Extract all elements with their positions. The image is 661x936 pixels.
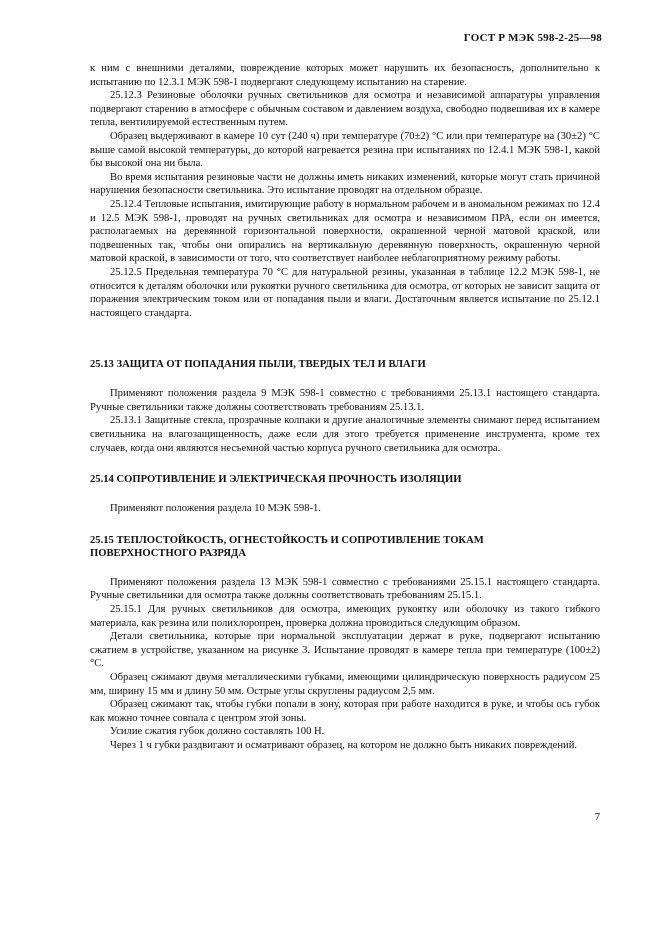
paragraph-25-12-4: 25.12.4 Тепловые испытания, имитирующие работу в нормальном рабочем и в аномальном режимах по 12.4 и 12.5 МЭК 598-1, проводят на ручных светильниках для осмотра и независимом ПРА, если он имеется, располагаемых на деревянной горизонтальной поверхности, окрашенной черной матовой краской, или подвешенных так, чтобы они опирались на вертикальную деревянную поверхность, окрашенную черной матовой краской, в зависимости от того, что соответствует наиболее неблагоприятному режиму работы. bbox=[90, 198, 600, 265]
paragraph: Через 1 ч губки раздвигают и осматривают образец, на котором не должно быть никаких повреждений. bbox=[110, 739, 578, 751]
paragraph: Образец сжимают двумя металлическими губками, имеющими цилиндрическую поверхность радиусом 25 мм, ширину 15 мм и длину 50 мм. Острые углы скруглены радиусом 2,5 мм. bbox=[90, 672, 600, 697]
paragraph: Детали светильника, которые при нормальной эксплуатации держат в руке, подвергают испытанию сжатием в устройстве, указанном на рисунке 3. Испытание проводят в камере тепла при температуре (100±2) °С. bbox=[90, 631, 600, 670]
paragraph: Усилие сжатия губок должно составлять 100 Н. bbox=[110, 726, 325, 738]
paragraph-25-15-1: 25.15.1 Для ручных светильников для осмотра, имеющих рукоятку или оболочку из такого гибкого материала, как резина или полихлоропрен, проверка должна проводиться следующим образом. bbox=[90, 604, 600, 629]
paragraph: Образец сжимают так, чтобы губки попали в зону, которая при работе находится в руке, и чтобы ось губок как можно точнее совпала с центром этой зоны. bbox=[90, 699, 600, 724]
paragraph: Применяют положения раздела 9 МЭК 598-1 совместно с требованиями 25.13.1 настоящего стандарта. Ручные светильники также должны соответствовать требованиям 25.13.1. bbox=[90, 388, 600, 413]
section-heading-line: ПОВЕРХНОСТНОГО РАЗРЯДА bbox=[90, 547, 246, 559]
paragraph-25-12-3: 25.12.3 Резиновые оболочки ручных светильников для осмотра и независимой аппаратуры управления подвергают старению в атмосфере с обычным составом и давлением воздуха, свободно подвешивая их в камере тепла, вентилируемой естественным путем. bbox=[90, 90, 600, 129]
page-number: 7 bbox=[594, 812, 600, 823]
section-heading-25-14: 25.14 СОПРОТИВЛЕНИЕ И ЭЛЕКТРИЧЕСКАЯ ПРОЧНОСТЬ ИЗОЛЯЦИИ bbox=[90, 474, 462, 486]
section-heading-line: 25.15 ТЕПЛОСТОЙКОСТЬ, ОГНЕСТОЙКОСТЬ И СОПРОТИВЛЕНИЕ ТОКАМ bbox=[90, 534, 484, 546]
paragraph: Во время испытания резиновые части не должны иметь никаких изменений, которые могут стать причиной нарушения безопасности светильника. Это испытание проводят на отдельном образце. bbox=[90, 171, 600, 197]
paragraph: Применяют положения раздела 10 МЭК 598-1. bbox=[110, 503, 321, 515]
section-heading-25-13: 25.13 ЗАЩИТА ОТ ПОПАДАНИЯ ПЫЛИ, ТВЕРДЫХ ТЕЛ И ВЛАГИ bbox=[90, 359, 426, 371]
section-heading-25-15 bbox=[90, 534, 600, 560]
paragraph-25-12-5: 25.12.5 Предельная температура 70 °С для натуральной резины, указанная в таблице 12.2 МЭК 598-1, не относится к деталям оболочки или рукоятки ручного светильника для осмотра, от которых не зависит защита от поражения электрическим током или от попадания пыли и влаги. Достаточным является испытание по 25.12.1 настоящего стандарта. bbox=[90, 266, 600, 319]
document-body bbox=[90, 62, 600, 753]
paragraph: к ним с внешними деталями, повреждение которых может нарушить их безопасность, дополнительно к испытанию по 12.3.1 МЭК 598-1 подвергают следующему испытанию на старение. bbox=[90, 63, 600, 88]
paragraph: Образец выдерживают в камере 10 сут (240 ч) при температуре (70±2) °С или при температуре на (30±2) °С выше самой высокой температуры, до которой нагревается резина при испытаниях по 12.4.1 МЭК 598-1, какой бы высокой она ни была. bbox=[90, 130, 600, 170]
paragraph: Применяют положения раздела 13 МЭК 598-1 совместно с требованиями 25.15.1 настоящего стандарта. Ручные светильники для осмотра также должны соответствовать требованиям 25.15.1. bbox=[90, 576, 600, 602]
standard-header: ГОСТ Р МЭК 598-2-25—98 bbox=[463, 32, 602, 44]
paragraph-25-13-1: 25.13.1 Защитные стекла, прозрачные колпаки и другие аналогичные элементы снимают перед испытанием светильника на влагозащищенность, даже если для этого требуется применение инструмента, кроме тех случаев, когда они являются несъемной частью корпуса ручного светильника для осмотра. bbox=[90, 415, 600, 454]
